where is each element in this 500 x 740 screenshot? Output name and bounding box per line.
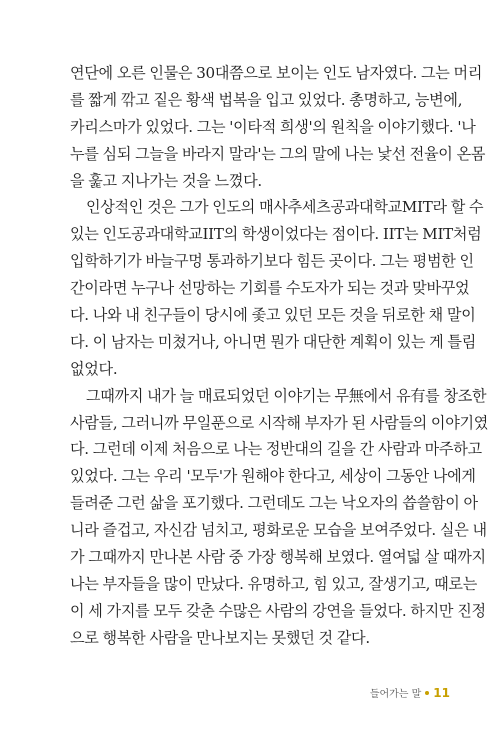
text-line: 사람들, 그러니까 무일푼으로 시작해 부자가 된 사람들의 이야기였 xyxy=(70,413,489,432)
text-line: 이 세 가지를 모두 갖춘 수많은 사람의 강연을 들었다. 하지만 진정 xyxy=(70,601,486,620)
text-line: 를 짧게 깎고 짙은 황색 법복을 입고 있었다. 총명하고, 능변에, xyxy=(70,90,463,109)
text-line: 있었다. 그는 우리 '모두'가 원해야 한다고, 세상이 그동안 나에게 xyxy=(70,467,476,486)
paragraph-1 xyxy=(70,60,486,194)
text-line: 연단에 오른 인물은 30대쯤으로 보이는 인도 남자였다. 그는 머리 xyxy=(70,64,483,82)
text-line: 입학하기가 바늘구멍 통과하기보다 힘든 곳이다. 그는 평범한 인 xyxy=(70,252,474,271)
text-line: 니라 즐겁고, 자신감 넘치고, 평화로운 모습을 보여주었다. 실은 내 xyxy=(70,521,487,540)
text-line: 간이라면 누구나 선망하는 기회를 수도자가 되는 것과 맞바꾸었 xyxy=(70,279,470,298)
text-line: 누를 심되 그늘을 바라지 말라'는 그의 말에 나는 낯선 전율이 온몸 xyxy=(70,144,486,163)
paragraph-2 xyxy=(70,194,484,382)
text-line: 인상적인 것은 그가 인도의 매사추세츠공과대학교MIT라 할 수 xyxy=(86,198,484,217)
paragraph-3 xyxy=(70,383,489,652)
text-line: 카리스마가 있었다. 그는 '이타적 희생'의 원칙을 이야기했다. '나 xyxy=(70,117,476,136)
text-line: 가 그때까지 만나본 사람 중 가장 행복해 보였다. 열여덟 살 때까지 xyxy=(70,548,486,567)
text-line: 다. 이 남자는 미쳤거나, 아니면 뭔가 대단한 계획이 있는 게 틀림 xyxy=(70,332,476,351)
text-line: 다. 그런데 이제 처음으로 나는 정반대의 길을 간 사람과 마주하고 xyxy=(70,440,482,459)
page-number: 11 xyxy=(433,686,450,700)
text-line: 을 훑고 지나가는 것을 느꼈다. xyxy=(70,171,262,190)
text-line: 으로 행복한 사람을 만나보지는 못했던 것 같다. xyxy=(70,628,370,647)
section-title: 들어가는 말 xyxy=(369,689,422,700)
text-line: 없었다. xyxy=(70,359,118,378)
page-footer xyxy=(360,685,450,700)
text-line: 다. 나와 내 친구들이 당시에 좇고 있던 모든 것을 뒤로한 채 말이 xyxy=(70,306,476,325)
text-line: 나는 부자들을 많이 만났다. 유명하고, 힘 있고, 잘생기고, 때로는 xyxy=(70,574,477,593)
bullet-dot-icon xyxy=(425,691,429,695)
body-text xyxy=(70,60,489,652)
text-line: 그때까지 내가 늘 매료되었던 이야기는 무無에서 유有를 창조한 xyxy=(86,386,487,405)
text-line: 있는 인도공과대학교IIT의 학생이었다는 점이다. IIT는 MIT처럼 xyxy=(70,225,482,244)
text-line: 들려준 그런 삶을 포기했다. 그런데도 그는 낙오자의 씁쓸함이 아 xyxy=(70,494,478,513)
